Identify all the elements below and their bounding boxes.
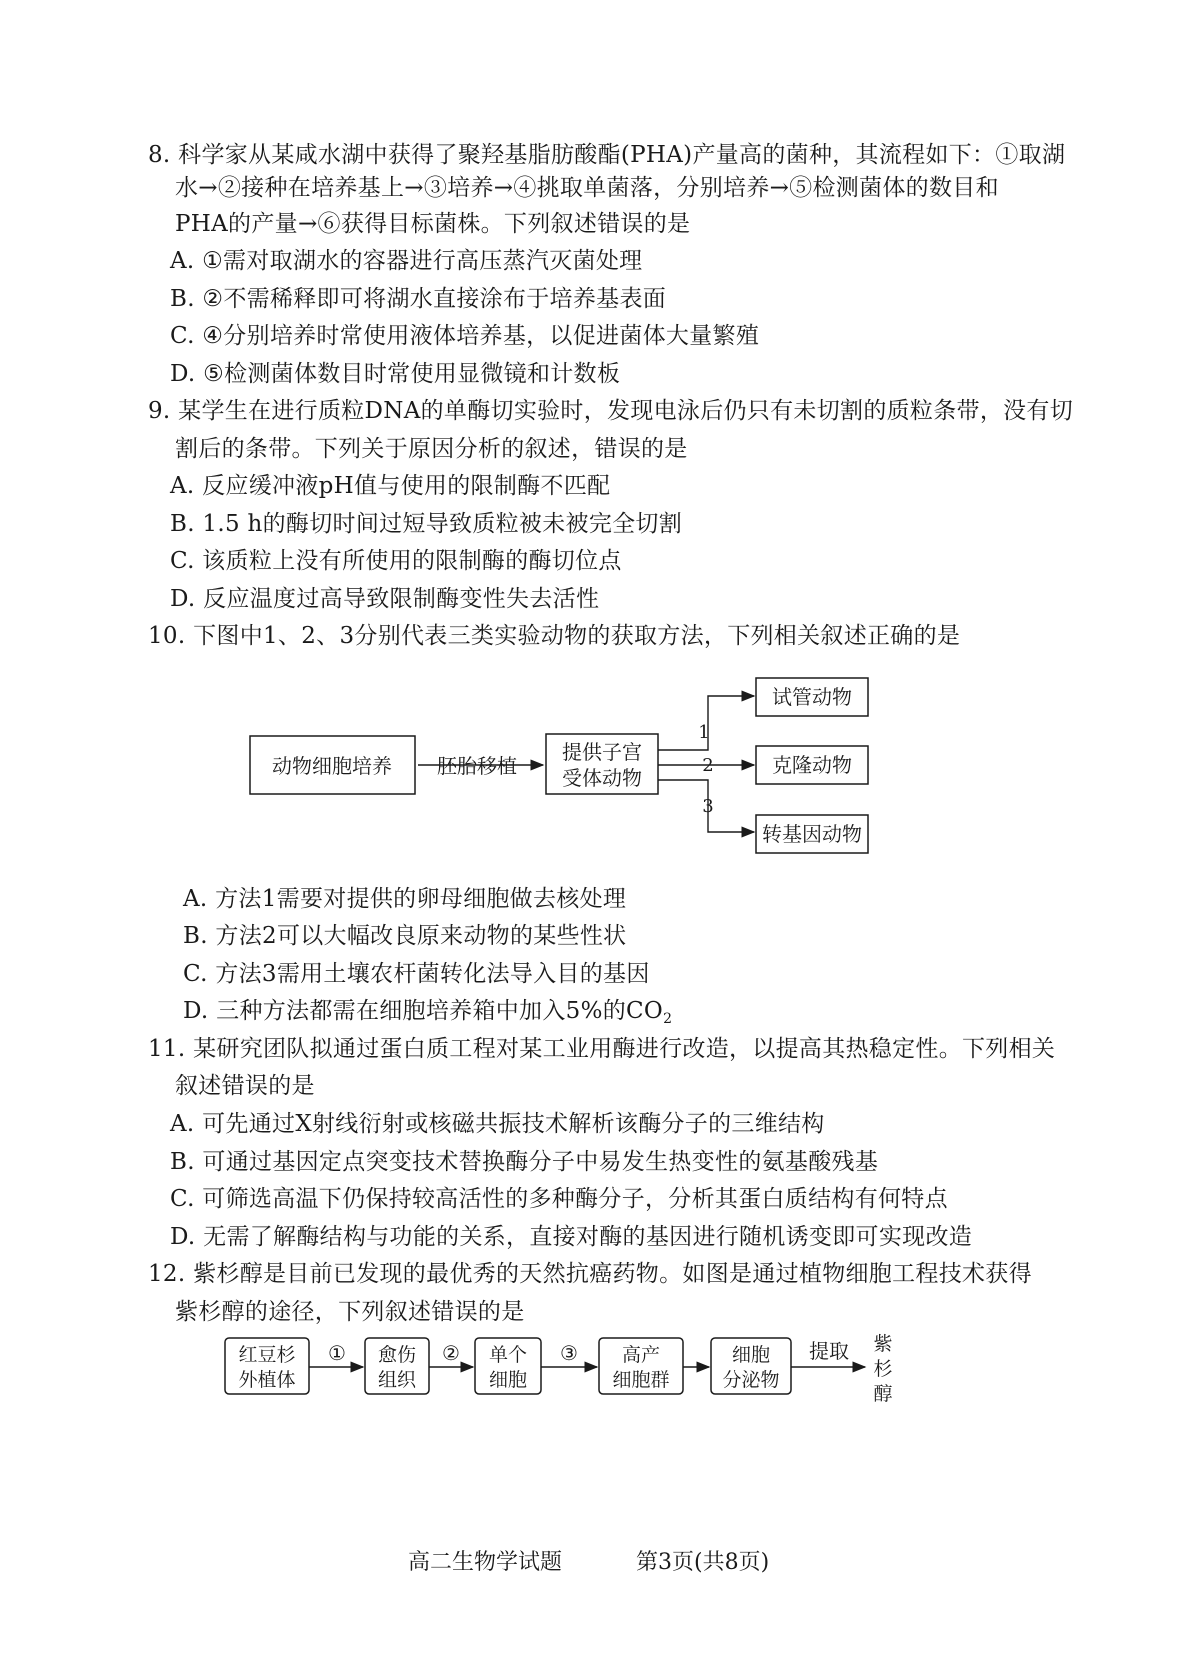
q12-extract-label: 提取 <box>809 1339 849 1363</box>
q8-option-b: B. ②不需稀释即可将湖水直接涂布于培养基表面 <box>170 286 667 312</box>
footer-page-number: 第3页(共8页) <box>636 1550 770 1575</box>
q11-stem-line-1: 11. 某研究团队拟通过蛋白质工程对某工业用酶进行改造，以提高其热稳定性。下列相关 <box>148 1036 1056 1062</box>
q10-branch-label-2: 2 <box>702 755 714 776</box>
q12-stem-line-2: 紫杉醇的途径，下列叙述错误的是 <box>175 1299 525 1325</box>
q10-target-label-3: 转基因动物 <box>762 822 862 846</box>
q10-recipient-line-1: 提供子宫 <box>562 740 642 764</box>
q10-arrow-label: 胚胎移植 <box>437 754 517 778</box>
q11-option-b: B. 可通过基因定点突变技术替换酶分子中易发生热变性的氨基酸残基 <box>170 1149 879 1175</box>
q12-box-1-line-1: 红豆杉 <box>238 1344 296 1366</box>
q12-box-4-line-1: 高产 <box>621 1344 661 1366</box>
q11-stem-line-2: 叙述错误的是 <box>175 1073 315 1099</box>
q8-stem-line-1: 8. 科学家从某咸水湖中获得了聚羟基脂肪酸酯(PHA)产量高的菌种，其流程如下：①取湖 <box>148 142 1066 168</box>
q10-source-label: 动物细胞培养 <box>272 754 392 778</box>
q10-option-a: A. 方法1需要对提供的卵母细胞做去核处理 <box>183 886 627 912</box>
q12-box-3-line-1: 单个 <box>488 1344 528 1366</box>
q10-option-c: C. 方法3需用土壤农杆菌转化法导入目的基因 <box>183 961 650 987</box>
q12-box-5-line-2: 分泌物 <box>722 1369 780 1391</box>
q12-product-char-2: 杉 <box>873 1358 893 1380</box>
q12-step-1: ① <box>328 1341 346 1365</box>
q10-option-d <box>183 995 672 1035</box>
q9-option-a: A. 反应缓冲液pH值与使用的限制酶不匹配 <box>170 473 611 499</box>
q12-step-3: ③ <box>560 1341 578 1365</box>
q10-branch-label-3: 3 <box>702 796 714 817</box>
q11-option-c: C. 可筛选高温下仍保持较高活性的多种酶分子，分析其蛋白质结构有何特点 <box>170 1186 948 1212</box>
q12-step-2: ② <box>442 1341 460 1365</box>
q12-box-1-line-2: 外植体 <box>238 1369 296 1391</box>
q12-product-char-3: 醇 <box>873 1383 893 1405</box>
q10-recipient-line-2: 受体动物 <box>562 766 642 790</box>
q12-box-5-line-1: 细胞 <box>731 1344 771 1366</box>
q9-option-c: C. 该质粒上没有所使用的限制酶的酶切位点 <box>170 548 622 574</box>
q9-stem-line-2: 割后的条带。下列关于原因分析的叙述，错误的是 <box>175 436 688 462</box>
q12-box-3-line-2: 细胞 <box>488 1369 528 1391</box>
q12-stem-line-1: 12. 紫杉醇是目前已发现的最优秀的天然抗癌药物。如图是通过植物细胞工程技术获得 <box>148 1261 1032 1287</box>
q9-option-b: B. 1.5 h的酶切时间过短导致质粒被未被完全切割 <box>170 511 683 537</box>
q8-option-c: C. ④分别培养时常使用液体培养基，以促进菌体大量繁殖 <box>170 323 760 349</box>
q8-option-a: A. ①需对取湖水的容器进行高压蒸汽灭菌处理 <box>170 248 643 274</box>
q12-box-2-line-1: 愈伤 <box>377 1344 417 1366</box>
q12-box-4-line-2: 细胞群 <box>612 1369 670 1391</box>
q12-product-char-1: 紫 <box>873 1333 893 1355</box>
footer-title: 高二生物学试题 <box>408 1550 563 1575</box>
q10-target-label-2: 克隆动物 <box>772 753 852 777</box>
q10-diagram <box>240 668 940 868</box>
q12-box-2-line-2: 组织 <box>377 1369 417 1391</box>
q10-target-label-1: 试管动物 <box>772 685 852 709</box>
q12-diagram <box>215 1330 935 1420</box>
q11-option-a: A. 可先通过X射线衍射或核磁共振技术解析该酶分子的三维结构 <box>170 1111 825 1137</box>
q8-stem-line-3: PHA的产量→⑥获得目标菌株。下列叙述错误的是 <box>175 211 691 237</box>
q9-option-d: D. 反应温度过高导致限制酶变性失去活性 <box>170 586 600 612</box>
q11-option-d: D. 无需了解酶结构与功能的关系，直接对酶的基因进行随机诱变即可实现改造 <box>170 1224 973 1250</box>
q10-branch-label-1: 1 <box>698 722 710 743</box>
q10-stem: 10. 下图中1、2、3分别代表三类实验动物的获取方法，下列相关叙述正确的是 <box>148 623 961 649</box>
q8-stem-line-2: 水→②接种在培养基上→③培养→④挑取单菌落，分别培养→⑤检测菌体的数目和 <box>175 175 999 201</box>
q10-option-d-text: D. 三种方法都需在细胞培养箱中加入5%的CO <box>183 998 664 1024</box>
q10-option-b: B. 方法2可以大幅改良原来动物的某些性状 <box>183 923 627 949</box>
q9-stem-line-1: 9. 某学生在进行质粒DNA的单酶切实验时，发现电泳后仍只有未切割的质粒条带，没有切 <box>148 398 1074 424</box>
q10-option-d-subscript: 2 <box>663 1011 673 1027</box>
q8-option-d: D. ⑤检测菌体数目时常使用显微镜和计数板 <box>170 361 621 387</box>
